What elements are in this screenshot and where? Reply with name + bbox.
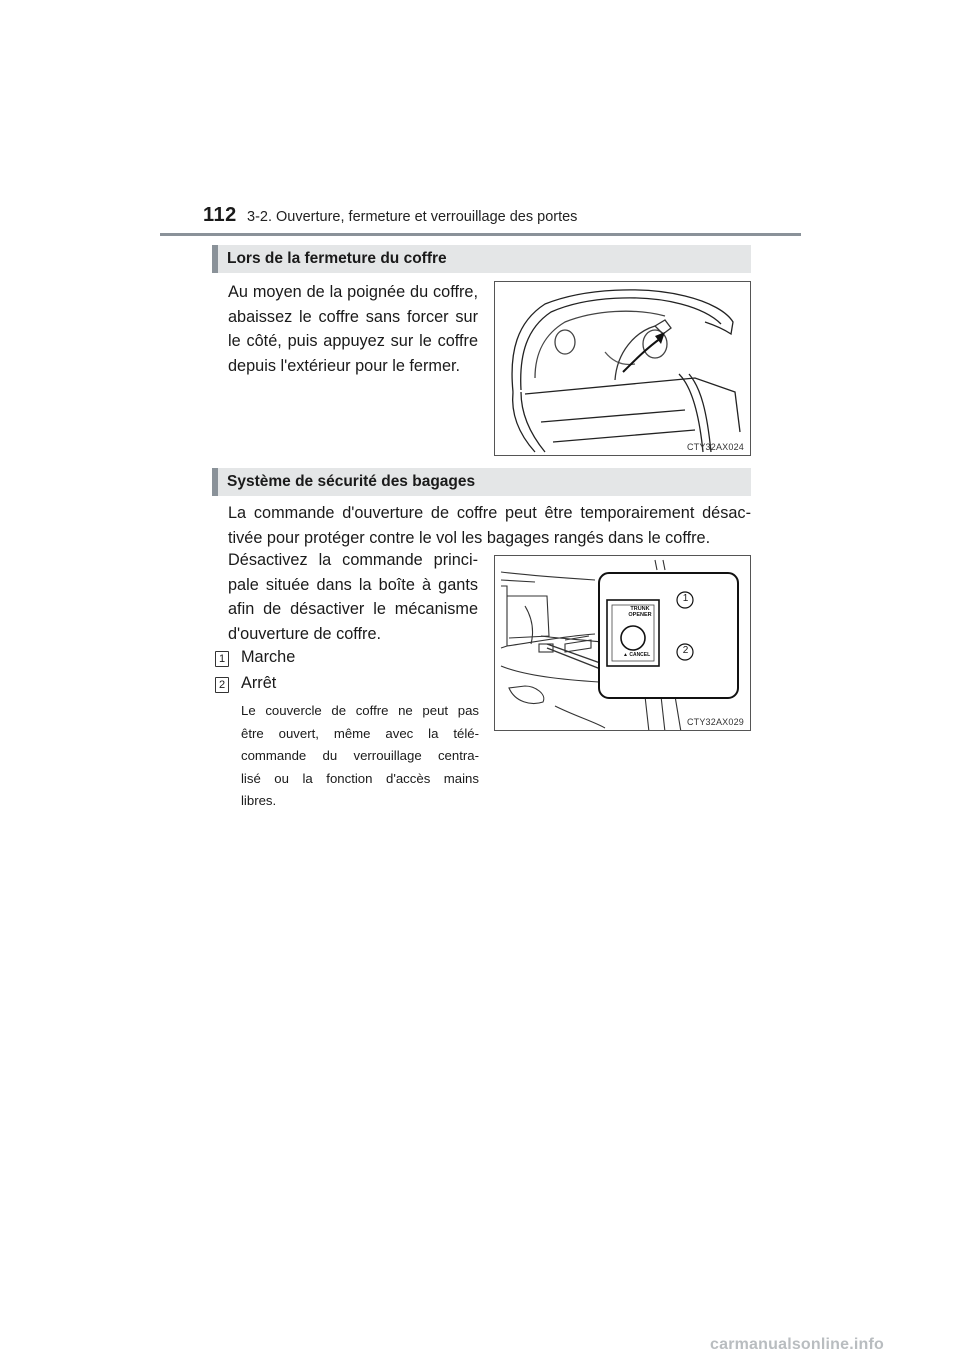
text-line: Au moyen de la poignée du coffre, [228, 283, 478, 301]
section-heading-trunk-closing: Lors de la fermeture du coffre [212, 245, 751, 273]
deactivation-instructions [228, 548, 478, 646]
text-line: afin de désactiver le mécanisme [228, 600, 478, 618]
text-line: le côté, puis appuyez sur le coffre [228, 332, 478, 350]
luggage-security-intro [228, 501, 751, 550]
text-line: depuis l'extérieur pour le fermer. [228, 356, 461, 375]
figure-code: CTY32AX029 [686, 717, 744, 727]
note-line: Le couvercle de coffre ne peut pas [241, 703, 479, 718]
item-number-badge: 2 [215, 677, 229, 693]
section-heading-luggage-security: Système de sécurité des bagages [212, 468, 751, 496]
item-number-badge: 1 [215, 651, 229, 667]
switch-button [621, 626, 645, 650]
dashboard-drawing [495, 556, 751, 731]
switch-cancel-text: CANCEL [629, 652, 651, 658]
text-line: pale située dans la boîte à gants [228, 575, 478, 594]
note-line: être ouvert, même avec la télé- [241, 725, 479, 741]
trunk-symbol-icon: ▲ [623, 652, 628, 658]
trunk-illustration [494, 281, 751, 456]
switch-label-line: TRUNK [630, 606, 650, 612]
switch-label-line: OPENER [628, 612, 652, 618]
item-label-on: Marche [241, 648, 296, 666]
switch-label [626, 606, 654, 618]
text-line: La commande d'ouverture de coffre peut être temporairement désac- [228, 504, 751, 522]
glovebox-illustration [494, 555, 751, 731]
text-line: d'ouverture de coffre. [228, 624, 382, 643]
trunk-closing-text [228, 280, 478, 378]
text-line: Désactivez la commande princi- [228, 551, 478, 569]
trunk-lid-drawing [495, 282, 751, 456]
text-line: tivée pour protéger contre le vol les bagages rangés dans le coffre. [228, 528, 711, 547]
watermark: carmanualsonline.info [710, 1336, 885, 1353]
switch-cancel-label [623, 652, 650, 658]
item-label-off: Arrêt [241, 674, 277, 692]
note-line: lisé ou la fonction d'accès mains [241, 770, 479, 786]
callout-number: 1 [682, 593, 689, 604]
text-line: abaissez le coffre sans forcer sur [228, 307, 478, 326]
note-text [241, 700, 479, 813]
header-divider [160, 233, 801, 236]
page-number: 112 [203, 204, 237, 226]
figure-code: CTY32AX024 [686, 442, 744, 452]
callout-number: 2 [682, 645, 689, 656]
chapter-title: 3-2. Ouverture, fermeture et verrouillage des portes [247, 209, 578, 225]
note-line: commande du verrouillage centra- [241, 748, 479, 763]
note-line: libres. [241, 793, 277, 808]
